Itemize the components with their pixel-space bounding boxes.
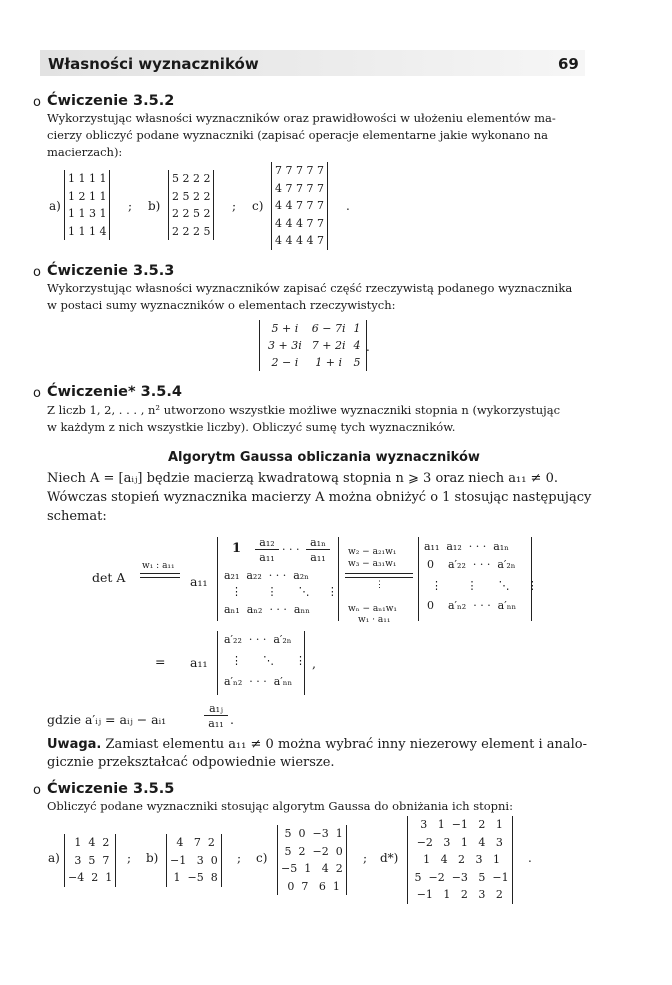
separator: ; bbox=[232, 199, 237, 213]
fraction-den: a₁₁ bbox=[208, 717, 224, 730]
matrix-row: 3 5 7 bbox=[70, 853, 110, 867]
matrix-row: 1 2 1 1 bbox=[68, 189, 107, 203]
determinant-d bbox=[407, 816, 513, 904]
label-b: b) bbox=[148, 199, 161, 213]
matrix-row bbox=[263, 320, 363, 337]
matrix-row: a′ₙ₂ · · · a′ₙₙ bbox=[224, 675, 293, 688]
exercise-heading: Ćwiczenie 3.5.2 bbox=[47, 93, 175, 109]
exercise-heading: Ćwiczenie* 3.5.4 bbox=[47, 384, 182, 400]
matrix-row: 0 7 6 1 bbox=[283, 879, 340, 893]
exercise-bullet: o bbox=[33, 95, 41, 110]
matrix-minor bbox=[217, 631, 305, 695]
matrix-row: 0 a′₂₂ · · · a′₂ₙ bbox=[427, 558, 516, 571]
matrix-row: aₙ₁ aₙ₂ · · · aₙₙ bbox=[224, 603, 310, 616]
matrix-row: 7 7 7 7 7 bbox=[275, 164, 324, 177]
matrix-cell: 4 bbox=[353, 339, 361, 352]
matrix-cell: 3 + 3i bbox=[268, 339, 302, 352]
label-d: d*) bbox=[380, 851, 399, 865]
label-b: b) bbox=[146, 851, 159, 865]
fraction-den: a₁₁ bbox=[310, 551, 326, 564]
determinant-a bbox=[64, 834, 116, 887]
matrix-row: ⋮ ⋮ ⋱ ⋮ bbox=[224, 585, 338, 598]
matrix-row: 1 1 1 4 bbox=[68, 224, 107, 238]
matrix-row: 4 4 4 7 7 bbox=[275, 216, 324, 230]
scalar-a11: a₁₁ bbox=[190, 655, 208, 670]
determinant-a bbox=[64, 170, 110, 240]
comma: , bbox=[312, 656, 316, 671]
matrix-reduced-first-row bbox=[217, 537, 339, 621]
matrix-row: −5 1 4 2 bbox=[281, 862, 343, 875]
matrix-row: −1 3 0 bbox=[170, 853, 218, 867]
matrix-eliminated bbox=[418, 537, 538, 621]
exercise-bullet: o bbox=[33, 386, 41, 401]
matrix-row: ⋮ ⋱ ⋮ bbox=[224, 654, 306, 667]
complex-determinant bbox=[259, 320, 367, 371]
separator: ; bbox=[363, 851, 368, 865]
exercise-bullet: o bbox=[33, 783, 41, 798]
matrix-row: 0 a′ₙ₂ · · · a′ₙₙ bbox=[427, 599, 517, 612]
matrix-row bbox=[263, 337, 363, 354]
separator: ; bbox=[237, 851, 242, 865]
note-text: Zamiast elementu a₁₁ ≠ 0 można wybrać inny niezerowy element i analo- bbox=[101, 737, 587, 752]
row-operation: w₁ · a₁₁ bbox=[358, 615, 391, 625]
separator: ; bbox=[127, 851, 132, 865]
formula-prefix: gdzie a′ᵢⱼ = aᵢⱼ − aᵢ₁ bbox=[47, 712, 167, 727]
note-label: Uwaga. bbox=[47, 737, 102, 752]
exercise-text-line: Wykorzystując własności wyznaczników oraz prawidłowości w ułożeniu elementów ma- bbox=[47, 111, 556, 125]
fraction-den: a₁₁ bbox=[259, 551, 275, 564]
matrix-row: −4 2 1 bbox=[68, 871, 113, 884]
matrix-row: −1 1 2 3 2 bbox=[416, 888, 503, 901]
page-number: 69 bbox=[558, 55, 579, 73]
end-period: . bbox=[528, 851, 532, 865]
end-period: . bbox=[346, 199, 350, 213]
matrix-row: −2 3 1 4 3 bbox=[416, 835, 503, 849]
matrix-row: a₁₁ a₁₂ · · · a₁ₙ bbox=[424, 540, 509, 553]
section-text-line: schemat: bbox=[47, 509, 107, 524]
determinant-c bbox=[277, 825, 347, 895]
exercise-text-line: Wykorzystując własności wyznaczników zapisać część rzeczywistą podanego wyznacznika bbox=[47, 281, 573, 295]
exercise-text-line: macierzach): bbox=[47, 145, 123, 159]
determinant-b bbox=[166, 834, 222, 887]
matrix-row: 5 0 −3 1 bbox=[281, 827, 343, 840]
row-operation-dots: ⋮ bbox=[375, 580, 384, 590]
fraction-num: a₁₂ bbox=[255, 536, 279, 550]
row-operation: w₃ − a₃₁w₁ bbox=[348, 559, 397, 569]
note-line: gicznie przekształcać odpowiednie wiersze. bbox=[47, 755, 335, 770]
exercise-heading: Ćwiczenie 3.5.3 bbox=[47, 263, 175, 279]
scalar-a11: a₁₁ bbox=[190, 574, 208, 589]
matrix-cell: 5 bbox=[353, 356, 361, 369]
row-operation: wₙ − aₙ₁w₁ bbox=[348, 604, 398, 614]
matrix-row: 4 4 4 4 7 bbox=[275, 234, 324, 247]
label-c: c) bbox=[256, 851, 268, 865]
matrix-row: 1 −5 8 bbox=[170, 871, 218, 884]
determinant-b bbox=[168, 170, 214, 240]
note-line bbox=[47, 735, 587, 755]
equals-arrow bbox=[140, 573, 180, 578]
section-text-line: Niech A = [aᵢⱼ] będzie macierzą kwadratową stopnia n ⩾ 3 oraz niech a₁₁ ≠ 0. bbox=[47, 471, 558, 486]
exercise-text-line: w każdym z nich wszystkie liczby). Obliczyć sumę tych wyznaczników. bbox=[47, 420, 456, 434]
exercise-text-line: cierzy obliczyć podane wyznaczniki (zapisać operacje elementarne jakie wykonano na bbox=[47, 128, 549, 142]
exercise-text-line: Z liczb 1, 2, . . . , n² utworzono wszystkie możliwe wyznaczniki stopnia n (wykorzystując bbox=[47, 403, 561, 417]
fraction-num: a₁ⱼ bbox=[204, 702, 228, 716]
matrix-cell: 6 − 7i bbox=[311, 322, 346, 335]
equals-sign: = bbox=[155, 654, 166, 669]
matrix-row: 5 2 −2 0 bbox=[281, 844, 343, 858]
exercise-heading: Ćwiczenie 3.5.5 bbox=[47, 781, 175, 797]
matrix-cell: 1 + i bbox=[315, 356, 342, 369]
fraction-num: a₁ₙ bbox=[306, 536, 330, 550]
matrix-row: 5 2 2 2 bbox=[172, 172, 211, 185]
exercise-text-line: Obliczyć podane wyznaczniki stosując algorytm Gaussa do obniżania ich stopni: bbox=[47, 799, 513, 813]
det-a-label: det A bbox=[92, 570, 126, 585]
separator: ; bbox=[128, 199, 133, 213]
matrix-row: 4 7 2 bbox=[172, 836, 215, 849]
matrix-row: 2 2 2 5 bbox=[172, 224, 211, 238]
matrix-row: 1 1 1 1 bbox=[68, 172, 107, 185]
section-text-line: Wówczas stopień wyznacznika macierzy A można obniżyć o 1 stosując następujący bbox=[47, 490, 592, 505]
matrix-cell: 1 bbox=[353, 322, 361, 335]
label-a: a) bbox=[48, 851, 60, 865]
running-header-title: Własności wyznaczników bbox=[48, 55, 259, 73]
determinant-c bbox=[271, 162, 328, 250]
label-a: a) bbox=[49, 199, 61, 213]
matrix-row: 4 7 7 7 7 bbox=[275, 181, 324, 195]
matrix-row: 2 5 2 2 bbox=[172, 189, 211, 203]
equals-arrow bbox=[345, 573, 413, 578]
matrix-cell: 7 + 2i bbox=[311, 339, 346, 352]
matrix-row: 1 4 2 bbox=[70, 836, 110, 849]
section-title: Algorytm Gaussa obliczania wyznaczników bbox=[168, 450, 480, 465]
matrix-cell: 5 + i bbox=[271, 322, 299, 335]
exercise-bullet: o bbox=[33, 265, 41, 280]
matrix-row: ⋮ ⋮ ⋱ ⋮ bbox=[424, 579, 538, 592]
label-c: c) bbox=[252, 199, 264, 213]
matrix-row: a′₂₂ · · · a′₂ₙ bbox=[224, 633, 292, 646]
unit-entry: 1 bbox=[232, 541, 242, 556]
matrix-row: a₂₁ a₂₂ · · · a₂ₙ bbox=[224, 569, 309, 582]
operation-label: w₁ : a₁₁ bbox=[142, 561, 175, 571]
matrix-row: 5 −2 −3 5 −1 bbox=[411, 870, 509, 884]
exercise-text-line: w postaci sumy wyznaczników o elementach rzeczywistych: bbox=[47, 298, 396, 312]
matrix-row: 2 2 5 2 bbox=[172, 207, 211, 220]
matrix-cell: 2 − i bbox=[271, 356, 299, 369]
matrix-row bbox=[263, 354, 363, 371]
end-period: . bbox=[366, 340, 370, 354]
matrix-row: 1 1 3 1 bbox=[68, 207, 107, 220]
complex-matrix bbox=[263, 320, 363, 371]
formula-end: . bbox=[230, 712, 234, 727]
ellipsis: · · · bbox=[282, 543, 300, 556]
matrix-row: 3 1 −1 2 1 bbox=[416, 818, 503, 831]
row-operation: w₂ − a₂₁w₁ bbox=[348, 547, 397, 557]
matrix-row: 4 4 7 7 7 bbox=[275, 199, 324, 212]
matrix-row: 1 4 2 3 1 bbox=[419, 853, 501, 866]
